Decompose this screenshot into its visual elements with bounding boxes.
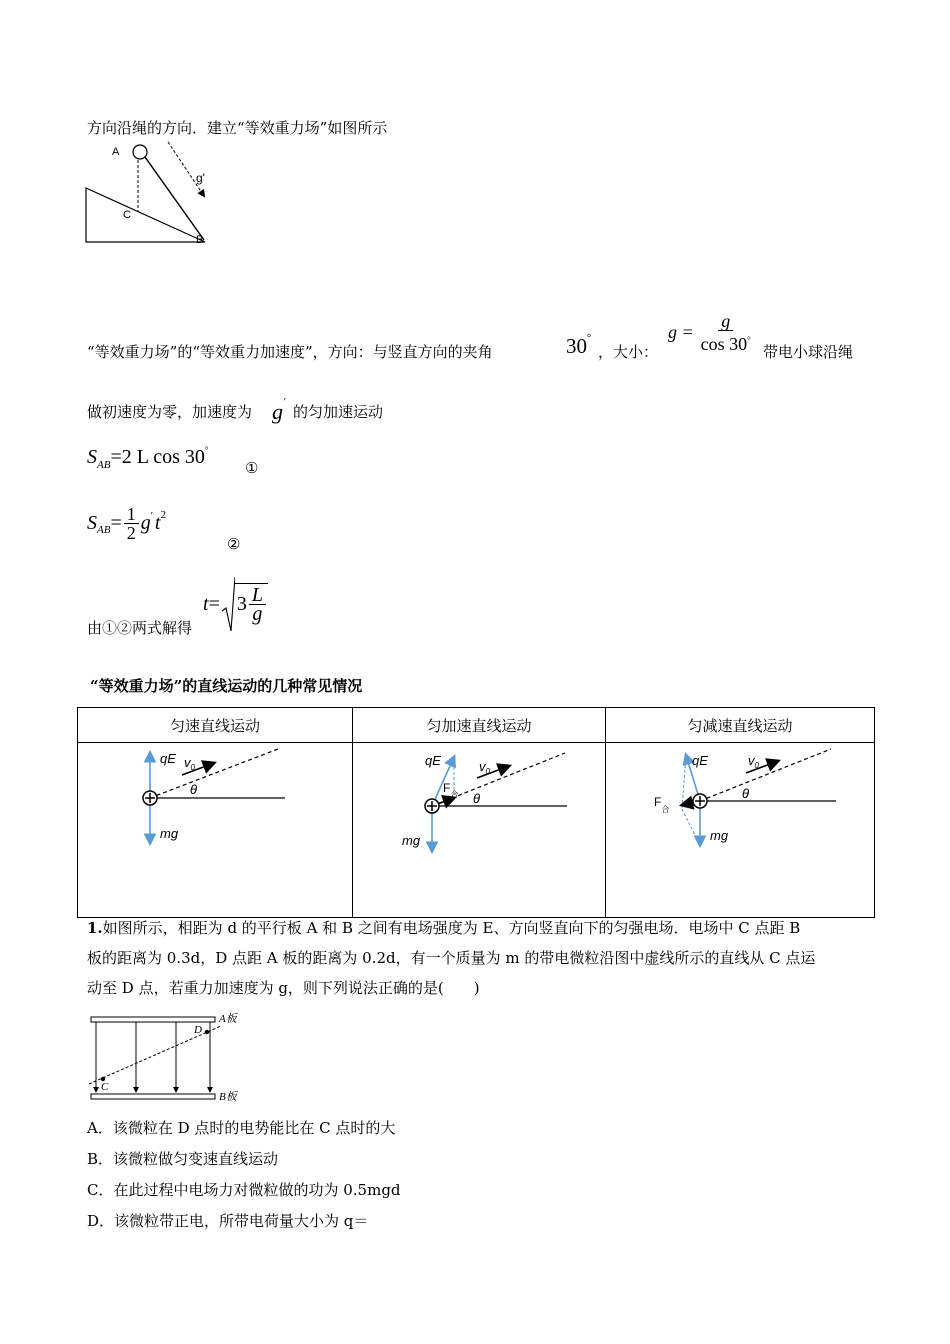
option-b[interactable]: B．该微粒做匀变速直线运动 xyxy=(87,1150,279,1168)
uniform-motion-diagram xyxy=(78,743,352,913)
header-uniform: 匀速直线运动 xyxy=(78,708,353,743)
label-b: B xyxy=(196,234,204,246)
equation-1: $S_{AB}=2$ L cos 30° xyxy=(87,445,209,471)
g-prime-symbol: g′ xyxy=(272,396,286,424)
label-a: A xyxy=(112,146,120,158)
f-net-label: $F_合$ xyxy=(654,795,670,814)
qe-label: qE xyxy=(160,751,176,766)
problem-line-2: 板的距离为 0.3d，D 点距 A 板的距离为 0.2d，有一个质量为 m 的带电微粒沿图中虚线所示的直线从 C 点运 xyxy=(87,949,816,967)
mg-label: mg xyxy=(402,833,421,848)
f-net-label: $F_合$ xyxy=(443,781,459,799)
g-prime-arrow xyxy=(168,142,204,196)
option-a[interactable]: A．该微粒在 D 点时的电势能比在 C 点时的大 xyxy=(87,1119,396,1137)
marker-1: ① xyxy=(245,459,259,477)
intro-line: 方向沿绳的方向．建立“等效重力场”如图所示 xyxy=(87,119,388,137)
incline-triangle xyxy=(86,188,205,242)
option-d[interactable]: D．该微粒带正电，所带电荷量大小为 q＝ xyxy=(87,1212,369,1230)
header-decelerating: 匀减速直线运动 xyxy=(606,708,875,743)
decelerating-motion-diagram xyxy=(606,743,874,913)
para2-text-after: 的匀加速运动 xyxy=(293,403,384,421)
section-title: “等效重力场”的直线运动的几种常见情况 xyxy=(90,677,363,695)
label-c: C xyxy=(123,209,131,221)
label-d: D xyxy=(194,1024,202,1036)
equation-2: S $_{AB}$ = $\frac{1}{2}$ g ′ t $^2$ xyxy=(87,504,166,543)
option-c[interactable]: C．在此过程中电场力对微粒做的功为 0.5mgd xyxy=(87,1181,401,1199)
case-uniform-cell xyxy=(78,743,353,918)
sqrt-sign xyxy=(221,575,235,633)
para1-text-mid: ，大小： xyxy=(598,343,659,361)
equivalent-gravity-figure xyxy=(80,140,220,250)
qe-label: qE xyxy=(425,753,441,768)
theta-label: θ xyxy=(742,786,750,801)
para1-text-after: 带电小球沿绳 xyxy=(763,343,854,361)
parallel-plates-figure xyxy=(85,1008,250,1108)
theta-label: θ xyxy=(473,791,481,806)
case-decelerating-cell xyxy=(606,743,875,918)
header-accelerating: 匀加速直线运动 xyxy=(353,708,606,743)
para1-text-before: “等效重力场”的“等效重力加速度”，方向：与竖直方向的夹角 xyxy=(87,343,493,361)
ball-circle xyxy=(133,145,147,159)
theta-label: θ xyxy=(190,782,198,797)
problem-line-1: 1.如图所示，相距为 d 的平行板 A 和 B 之间有电场强度为 E、方向竖直向下的匀强电场．电场中 C 点距 B xyxy=(87,919,801,937)
cases-table xyxy=(77,707,875,918)
label-g-prime: g' xyxy=(196,171,205,185)
mg-label: mg xyxy=(710,828,729,843)
eq3-prefix: 由①②两式解得 xyxy=(87,619,193,637)
plate-b xyxy=(91,1094,215,1099)
marker-2: ② xyxy=(227,535,241,553)
v0-label: $v_0$ xyxy=(748,753,759,770)
accelerating-motion-diagram xyxy=(353,743,605,913)
label-a-plate: A板 xyxy=(219,1013,237,1025)
plate-a xyxy=(91,1017,215,1022)
v0-label: $v_0$ xyxy=(184,755,195,772)
g-formula: g = $\frac{g}{\cos 30^\circ}$ xyxy=(668,311,751,354)
point-d xyxy=(205,1030,209,1034)
v0-label: $v_0$ xyxy=(479,759,490,776)
mg-label: mg xyxy=(160,826,179,841)
qe-label: qE xyxy=(692,753,708,768)
case-accelerating-cell xyxy=(353,743,606,918)
label-c: C xyxy=(101,1081,109,1093)
para2-text-before: 做初速度为零，加速度为 xyxy=(87,403,253,421)
label-b-plate: B板 xyxy=(219,1091,237,1103)
angle-30: 30° xyxy=(566,333,591,358)
problem-line-3: 动至 D 点，若重力加速度为 g，则下列说法正确的是( ) xyxy=(87,979,480,997)
equation-3: t = 3 $\frac{L}{g}$ xyxy=(203,575,268,633)
